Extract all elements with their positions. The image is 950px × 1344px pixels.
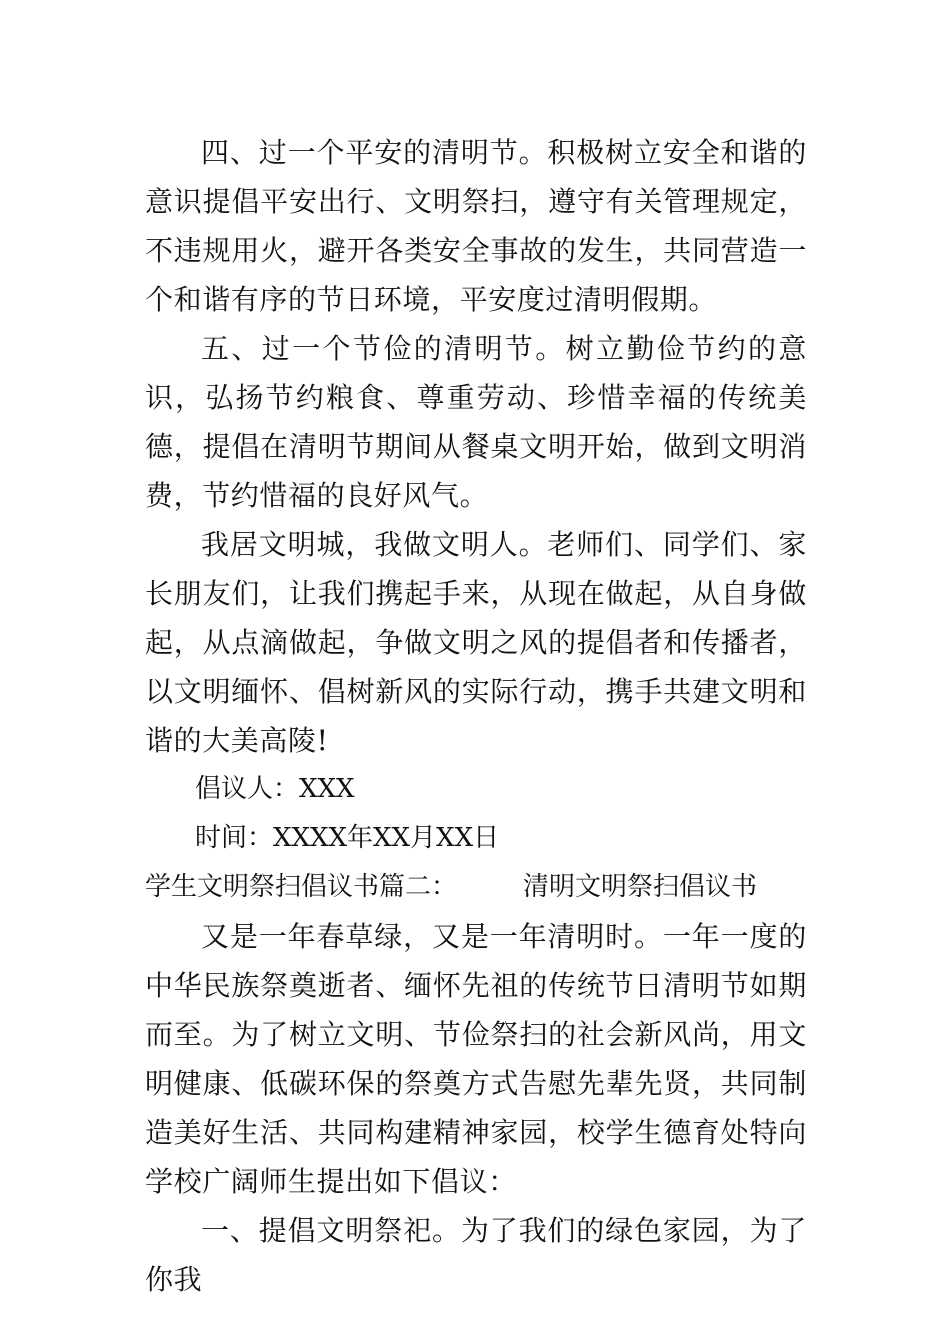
paragraph-intro: 又是一年春草绿，又是一年清明时。一年一度的中华民族祭奠逝者、缅怀先祖的传统节日清明节如期而至。为了树立文明、节俭祭扫的社会新风尚，用文明健康、低碳环保的祭奠方式告慰先辈先贤，共同制造美好生活、共同构建精神家园，校学生德育处特向学校广阔师生提出如下倡议： [145,920,807,1198]
document-page [145,128,807,1304]
section-heading-label: 学生文明祭扫倡议书篇二： [145,872,458,902]
paragraph-frugality: 五、过一个节俭的清明节。树立勤俭节约的意识，弘扬节约粮食、尊重劳动、珍惜幸福的传统美德，提倡在清明节期间从餐桌文明开始，做到文明消费，节约惜福的良好风气。 [145,332,807,512]
paragraph-civilized-city: 我居文明城，我做文明人。老师们、同学们、家长朋友们，让我们携起手来，从现在做起，从自身做起，从点滴做起，争做文明之风的提倡者和传播者，以文明缅怀、倡树新风的实际行动，携手共建文明和谐的大美高陵! [145,528,807,757]
section-heading-title: 清明文明祭扫倡议书 [523,872,758,902]
paragraph-safety: 四、过一个平安的清明节。积极树立安全和谐的意识提倡平安出行、文明祭扫，遵守有关管理规定，不违规用火，避开各类安全事故的发生，共同营造一个和谐有序的节日环境，平安度过清明假期。 [145,136,807,316]
signature-date: 时间：XXXX年XX月XX日 [195,823,500,853]
section-heading [145,863,807,912]
signature-proposer: 倡议人：XXX [195,774,355,804]
paragraph-proposal-one: 一、提倡文明祭祀。为了我们的绿色家园，为了你我 [145,1214,807,1296]
